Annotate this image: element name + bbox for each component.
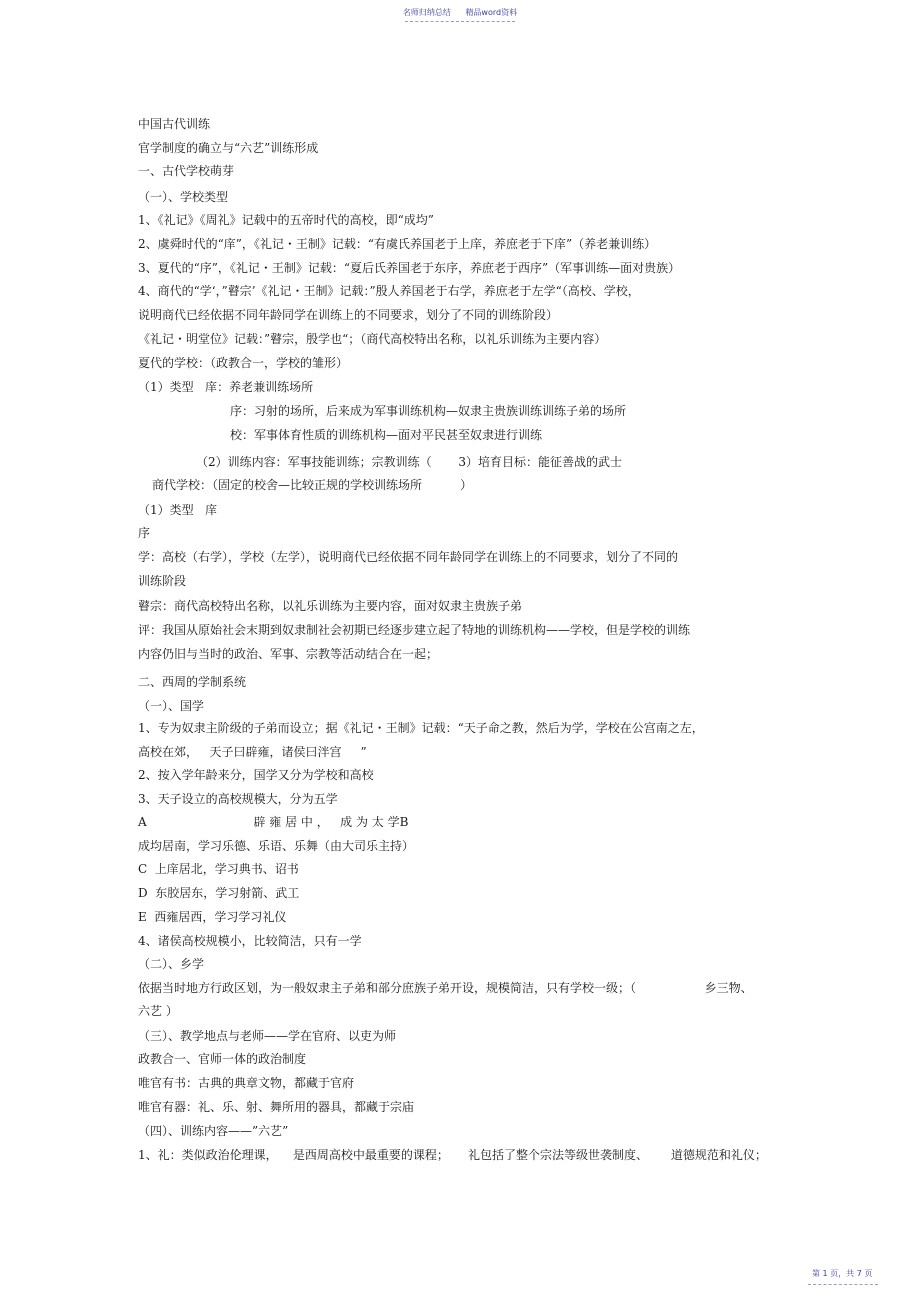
text-line: 商代学校：（固定的校舍—比较正规的学校训练场所 ） xyxy=(152,478,473,492)
footer-divider xyxy=(808,1284,878,1285)
text-line: 六艺 ） xyxy=(138,1004,178,1018)
text-line: 评：我国从原始社会末期到奴隶制社会初期已经逐步建立起了特地的训练机构——学校，但是学校的训练 xyxy=(138,623,691,637)
text-line: 2、虞舜时代的“庠”，《礼记・王制》记载：“有虞氏养国老于上庠，养庶老于下庠”（养老兼训练） xyxy=(138,237,657,251)
text-line: 2、按入学年龄来分，国学又分为学校和高校 xyxy=(138,768,374,782)
page-footer: 第 1 页，共 7 页 xyxy=(812,1269,873,1278)
text-line: 二、西周的学制系统 xyxy=(138,675,247,689)
text-line: （三）、教学地点与老师——学在官府、以吏为师 xyxy=(138,1029,397,1043)
text-line: C 上庠居北，学习典书、诏书 xyxy=(138,862,299,876)
text-line: 4、诸侯高校规模小，比较简洁，只有一学 xyxy=(138,934,362,948)
text-line: 1、礼：类似政治伦理课， 是西周高校中最重要的课程； 礼包括了整个宗法等级世袭制度、 道德规范和礼仪； xyxy=(138,1148,767,1162)
header-right-text: 精品word资料 xyxy=(465,8,518,17)
text-line: E 西雍居西，学习学习礼仪 xyxy=(138,910,287,924)
text-line: 《礼记・明堂位》记载：”瞽宗，殷学也“；（商代高校特出名称，以礼乐训练为主要内容） xyxy=(138,332,607,346)
text-line: 说明商代已经依据不同年龄同学在训练上的不同要求，划分了不同的训练阶段） xyxy=(138,308,559,322)
text-line: （1）类型 庠 xyxy=(138,503,218,517)
text-line: 训练阶段 xyxy=(138,574,187,588)
header-divider xyxy=(405,21,515,22)
text-line: （2）训练内容：军事技能训练；宗教训练（ 3）培育目标：能征善战的武士 xyxy=(196,455,622,469)
text-line: 3、夏代的“序”，《礼记・王制》记载：“夏后氏养国老于东序，养庶老于西序”（军事训练—面对贵族） xyxy=(138,261,681,275)
text-line: （四）、训练内容——”六艺” xyxy=(138,1124,289,1138)
text-line: 4、商代的“学‘，”瞽宗’《礼记・王制》记载：”殷人养国老于右学，养庶老于左学“（高校、学校， xyxy=(138,284,640,298)
text-line: （二）、乡学 xyxy=(138,957,205,971)
text-line: 1、《礼记》《周礼》记载中的五帝时代的高校，即“成均” xyxy=(138,213,434,227)
text-line: 中国古代训练 xyxy=(138,117,211,131)
text-line: 1、专为奴隶主阶级的子弟而设立；据《礼记・王制》记载：“天子命之教，然后为学，学校在公宫南之左， xyxy=(138,721,704,735)
page-header xyxy=(0,7,920,18)
text-line: 依据当时地方行政区划，为一般奴隶主子弟和部分庶族子弟开设，规模简洁，只有学校一级；（ 乡三物、 xyxy=(138,981,753,995)
text-line: 3、天子设立的高校规模大，分为五学 xyxy=(138,792,338,806)
text-line: 官学制度的确立与“六艺”训练形成 xyxy=(138,141,319,155)
text-line: 内容仍旧与当时的政治、军事、宗教等活动结合在一起； xyxy=(138,647,439,661)
text-line: （1）类型 庠：养老兼训练场所 xyxy=(138,380,314,394)
text-line: D 东胶居东，学习射箭、武工 xyxy=(138,886,300,900)
text-line: 学：高校（右学），学校（左学），说明商代已经依据不同年龄同学在训练上的不同要求，划分了不同的 xyxy=(138,550,679,564)
text-line: A 辟 雍 居 中 ， 成 为 太 学B xyxy=(138,815,409,829)
text-line: 瞽宗：商代高校特出名称，以礼乐训练为主要内容，面对奴隶主贵族子弟 xyxy=(138,599,523,613)
text-line: 序：习射的场所，后来成为军事训练机构—奴隶主贵族训练训练子弟的场所 xyxy=(230,404,627,418)
text-line: 政教合一、官师一体的政治制度 xyxy=(138,1052,307,1066)
text-line: 校：军事体育性质的训练机构—面对平民甚至奴隶进行训练 xyxy=(230,428,543,442)
text-line: 唯官有书：古典的典章文物，都藏于官府 xyxy=(138,1076,355,1090)
text-line: 夏代的学校：（政教合一，学校的雏形） xyxy=(138,356,349,370)
text-line: 成均居南，学习乐德、乐语、乐舞（由大司乐主持） xyxy=(138,839,415,853)
text-line: 序 xyxy=(138,526,151,540)
text-line: 高校在郊， 天子曰辟雍，诸侯曰泮宫 ” xyxy=(138,745,367,759)
header-left-text: 名师归纳总结 xyxy=(402,8,451,17)
text-line: 唯官有器：礼、乐、射、舞所用的器具，都藏于宗庙 xyxy=(138,1100,415,1114)
text-line: （一）、国学 xyxy=(138,699,205,713)
text-line: 一、古代学校萌芽 xyxy=(138,164,235,178)
text-line: （一）、学校类型 xyxy=(138,190,229,204)
